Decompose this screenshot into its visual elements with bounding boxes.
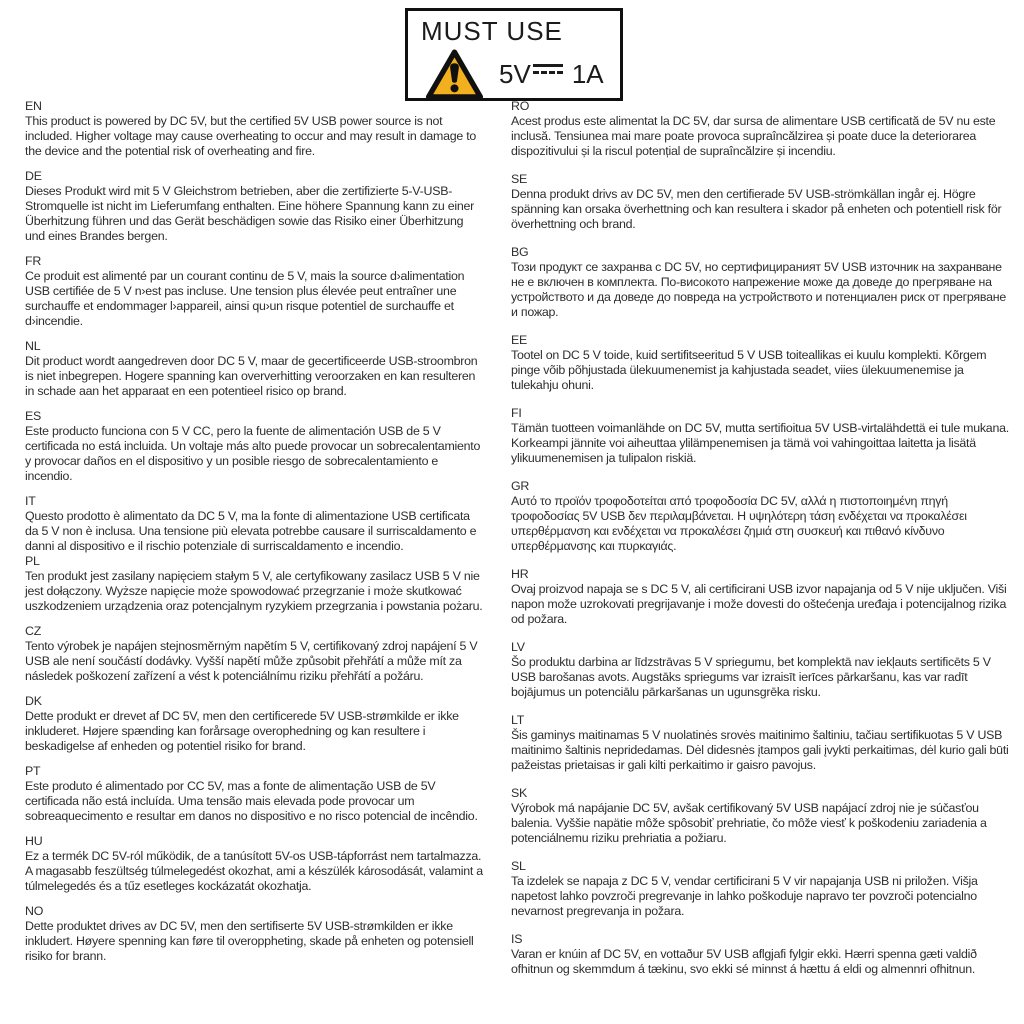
section-hu — [25, 834, 485, 894]
lang-text-fr: Ce produit est alimenté par un courant continu de 5 V, mais la source d›alimentation USB certifiée de 5 V n›est pas incluse. Une tension plus élevée peut entraîner une surchauffe et endommager l›appareil, ainsi qu›un risque potentiel de surchauffe et d›incendie. — [25, 269, 465, 328]
section-is — [511, 932, 1010, 977]
must-use-box — [405, 8, 623, 101]
lang-text-en: This product is powered by DC 5V, but the certified 5V USB power source is not included. Higher voltage may cause overheating to occur and may result in damage to the device and the potential risk of overheating and fire. — [25, 114, 477, 158]
lang-code-lv: LV — [511, 640, 525, 654]
lang-code-pt: PT — [25, 764, 41, 778]
section-fr — [25, 254, 485, 329]
lang-text-nl: Dit product wordt aangedreven door DC 5 V, maar de gecertificeerde USB-stroombron is niet inbegrepen. Hogere spanning kan oververhitting veroorzaken en kan resulteren in schade aan het apparaat en een potentieel risico op brand. — [25, 354, 478, 398]
lang-text-pl: Ten produkt jest zasilany napięciem stałym 5 V, ale certyfikowany zasilacz USB 5 V nie jest dołączony. Wyższe napięcie może spowodować przegrzanie i może skutkować uszkodzeniem urządzenia oraz potencjalnym ryzykiem przegrzania i powstania pożaru. — [25, 569, 483, 613]
lang-text-no: Dette produktet drives av DC 5V, men den sertifiserte 5V USB-strømkilden er ikke inkludert. Høyere spenning kan føre til overoppheting, skade på enheten og potensiell risiko for brann. — [25, 919, 474, 963]
section-dk — [25, 694, 485, 754]
lang-text-is: Varan er knúin af DC 5V, en vottaður 5V USB aflgjafi fylgir ekki. Hærri spenna gæti valdið ofhitnun og skemmdum á tækinu, svo ekki sé minnst á hættu á eldi og almennri ofhitnun. — [511, 947, 977, 976]
current-value: 1A — [571, 59, 604, 89]
lang-code-fi: FI — [511, 406, 522, 420]
lang-code-de: DE — [25, 169, 42, 183]
lang-text-se: Denna produkt drivs av DC 5V, men den certifierade 5V USB-strömkällan ingår ej. Högre spänning kan orsaka överhettning och kan resultera i skador på enheten och potentiell risk för överhettning och brand. — [511, 187, 1002, 231]
lang-text-ee: Tootel on DC 5 V toide, kuid sertifitseeritud 5 V USB toiteallikas ei kuulu komplekti. Kõrgem pinge võib põhjustada ülekuumenemist ja kahjustada seadet, viies ülekuumenemise ja tulekahju ohuni. — [511, 348, 987, 392]
section-es — [25, 409, 485, 484]
lang-code-dk: DK — [25, 694, 42, 708]
dc-voltage-icon — [533, 63, 563, 76]
lang-code-ro: RO — [511, 99, 530, 113]
lang-text-de: Dieses Produkt wird mit 5 V Gleichstrom betrieben, aber die zertifizierte 5-V-USB-Stromquelle ist nicht im Lieferumfang enthalten. Eine höhere Spannung kann zu einer Überhitzung führen und das Gerät beschädigen sowie das Risiko einer Überhitzung und eines Brandes bergen. — [25, 184, 475, 243]
lang-code-bg: BG — [511, 245, 529, 259]
must-use-title: MUST USE — [421, 16, 563, 46]
lang-text-lt: Šis gaminys maitinamas 5 V nuolatinės srovės maitinimo šaltiniu, tačiau sertifikuotas 5 V USB maitinimo šaltinis nepridedamas. Dėl didesnės įtampos gali įvykti perkaitimas, dėl kurio gali būti pažeistas prietaisas ir gali kilti perkaitimo ir gaisro pavojus. — [511, 728, 1009, 772]
lang-code-no: NO — [25, 904, 44, 918]
section-pl — [25, 554, 485, 614]
section-fi — [511, 406, 1010, 466]
lang-code-is: IS — [511, 932, 523, 946]
lang-text-pt: Este produto é alimentado por CC 5V, mas a fonte de alimentação USB de 5V certificada não está incluída. Uma tensão mais elevada pode provocar um sobreaquecimento e resultar em danos no dispositivo e no risco potencial de incêndio. — [25, 779, 478, 823]
section-en — [25, 99, 485, 159]
section-sk — [511, 786, 1010, 846]
section-gr — [511, 479, 1010, 554]
lang-text-hr: Ovaj proizvod napaja se s DC 5 V, ali certificirani USB izvor napajanja od 5 V nije uključen. Viši napon može uzrokovati pregrijavanje i može dovesti do oštećenja uređaja i potencijalnog rizika od požara. — [511, 582, 1007, 626]
section-nl — [25, 339, 485, 399]
section-bg — [511, 245, 1010, 320]
section-hr — [511, 567, 1010, 627]
section-it — [25, 494, 485, 554]
lang-code-it: IT — [25, 494, 36, 508]
lang-code-hu: HU — [25, 834, 43, 848]
lang-code-nl: NL — [25, 339, 41, 353]
lang-code-sl: SL — [511, 859, 526, 873]
power-rating-row — [408, 48, 620, 101]
lang-text-hu: Ez a termék DC 5V-ról működik, de a tanúsított 5V-os USB-tápforrást nem tartalmazza. A magasabb feszültség túlmelegedést okozhat, ami a készülék károsodását, valamint a túlmelegedés és a tűz esetleges kockázatát okozhatja. — [25, 849, 483, 893]
lang-text-fi: Tämän tuotteen voimanlähde on DC 5V, mutta sertifioitua 5V USB-virtalähdettä ei tule mukana. Korkeampi jännite voi aiheuttaa ylilämpenemisen ja tämä voi vahingoittaa laitetta ja lisätä ylikuumenemisen ja tulipalon riskiä. — [511, 421, 1009, 465]
voltage-value: 5V — [499, 59, 531, 89]
lang-code-es: ES — [25, 409, 42, 423]
section-ro — [511, 99, 1010, 159]
lang-text-it: Questo prodotto è alimentato da DC 5 V, ma la fonte di alimentazione USB certificata da 5 V non è inclusa. Una tensione più elevata potrebbe causare il surriscaldamento e danni al dispositivo e il rischio potenziale di surriscaldamento e incendio. — [25, 509, 477, 553]
lang-text-sl: Ta izdelek se napaja z DC 5 V, vendar certificirani 5 V vir napajanja USB ni priložen. Višja napetost lahko povzroči pregrevanje in lahko poškoduje napravo ter povzroči potencialno nevarnost pregrevanja in požara. — [511, 874, 978, 918]
section-cz — [25, 624, 485, 684]
section-de — [25, 169, 485, 244]
lang-text-es: Este producto funciona con 5 V CC, pero la fuente de alimentación USB de 5 V certificada no está incluida. Un voltaje más alto puede provocar un sobrecalentamiento y provocar daños en el dispositivo y un posible riesgo de sobrecalentamiento e incendio. — [25, 424, 481, 483]
lang-text-sk: Výrobok má napájanie DC 5V, avšak certifikovaný 5V USB napájací zdroj nie je súčasťou balenia. Vyššie napätie môže spôsobiť prehriatie, čo môže viesť k poškodeniu zariadenia a potenciálnemu riziku prehriatia a požiaru. — [511, 801, 987, 845]
section-no — [25, 904, 485, 964]
column-right — [511, 99, 1010, 990]
lang-code-gr: GR — [511, 479, 530, 493]
lang-code-fr: FR — [25, 254, 42, 268]
section-sl — [511, 859, 1010, 919]
section-lv — [511, 640, 1010, 700]
lang-text-dk: Dette produkt er drevet af DC 5V, men den certificerede 5V USB-strømkilde er ikke inkluderet. Højere spænding kan forårsage overophedning og kan resultere i beskadigelse af enheden og potentiel risiko for brand. — [25, 709, 459, 753]
section-pt — [25, 764, 485, 824]
lang-code-ee: EE — [511, 333, 528, 347]
lang-code-se: SE — [511, 172, 528, 186]
lang-code-en: EN — [25, 99, 42, 113]
section-se — [511, 172, 1010, 232]
warning-triangle-icon — [425, 48, 484, 101]
lang-text-ro: Acest produs este alimentat la DC 5V, dar sursa de alimentare USB certificată de 5V nu este inclusă. Tensiunea mai mare poate provoca supraîncălzirea și poate duce la deteriorarea dispozitivului și la riscul potențial de supraîncălzire și incendiu. — [511, 114, 996, 158]
lang-code-hr: HR — [511, 567, 529, 581]
section-lt — [511, 713, 1010, 773]
section-ee — [511, 333, 1010, 393]
lang-code-sk: SK — [511, 786, 528, 800]
column-left — [25, 99, 485, 990]
lang-code-cz: CZ — [25, 624, 42, 638]
power-rating — [499, 59, 604, 90]
lang-text-gr: Αυτό το προϊόν τροφοδοτείται από τροφοδοσία DC 5V, αλλά η πιστοποιημένη πηγή τροφοδοσίας 5V USB δεν περιλαμβάνεται. Η υψηλότερη τάση ενδέχεται να προκαλέσει υπερθέρμανση και ενδέχεται να προκαλέσει ζημιά στη συσκευή και πιθανό κίνδυνο υπερθέρμανσης και πυρκαγιάς. — [511, 494, 967, 553]
language-columns — [25, 99, 1010, 990]
lang-text-lv: Šo produktu darbina ar līdzstrāvas 5 V spriegumu, bet komplektā nav iekļauts sertificēts 5 V USB barošanas avots. Augstāks spriegums var izraisīt ierīces pārkaršanu, kas var radīt bojājumus un potenciālu pārkaršanas un ugunsgrēka risku. — [511, 655, 991, 699]
lang-text-cz: Tento výrobek je napájen stejnosměrným napětím 5 V, certifikovaný zdroj napájení 5 V USB ale není součástí dodávky. Vyšší napětí může způsobit přehřátí a může mít za následek poškození zařízení a vést k potenciálnímu riziku přehřátí a požáru. — [25, 639, 478, 683]
lang-code-lt: LT — [511, 713, 525, 727]
lang-code-pl: PL — [25, 554, 40, 568]
lang-text-bg: Този продукт се захранва с DC 5V, но сертифицираният 5V USB източник на захранване не е включен в комплекта. По-високото напрежение може да доведе до прегряване на устройството и да доведе до повреда на устройството и потенциален риск от прегряване и пожар. — [511, 260, 1006, 319]
